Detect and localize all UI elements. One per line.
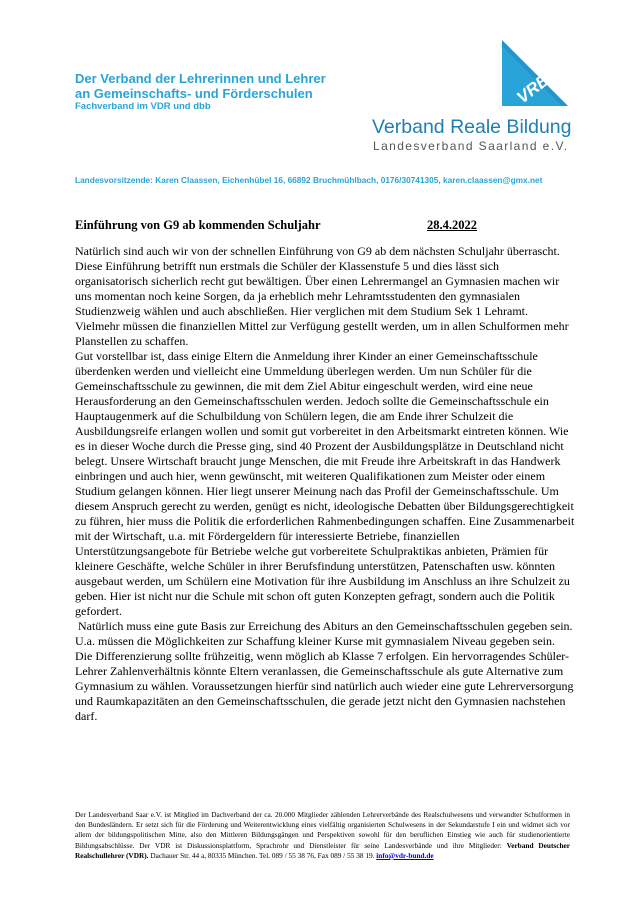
document-date: 28.4.2022 (427, 218, 477, 232)
logo-subtitle: Landesverband Saarland e.V. (373, 139, 569, 153)
document-title: Einführung von G9 ab kommenden Schuljahr (75, 218, 321, 232)
document-title-line (75, 218, 495, 233)
footer-text: Der Landesverband Saar e.V. ist Mitglied im Dachverband der ca. 20.000 Mitglieder zählenden Lehrerverbände des Realschulwesens und verwandter Schulformen in den Bundesländern. Er setzt sich für die Förderung und Weiterentwicklung eines vielfältig organisierten Schulwesens in der Sekundarstufe I ein und widmet sich vor allem der bildungspolitischen Mitte, also den Mittleren Bildungsgängen und Perspektiven sowohl für den beruflichen Einstieg wie auch für studienorientierte Bildungsabschlüsse. Der VDR ist Diskussionsplattform, Sprachrohr und Dienstleister für seine Landesverbände und ihre Mitglieder: (75, 810, 570, 850)
org-affiliation: Fachverband im VDR und dbb (75, 101, 211, 112)
org-name-line1: Der Verband der Lehrerinnen und Lehrer (75, 71, 326, 86)
org-name-line2: an Gemeinschafts- und Förderschulen (75, 86, 313, 101)
footer-email-link[interactable]: info@vdr-bund.de (376, 850, 434, 860)
logo-name: Verband Reale Bildung (372, 116, 572, 138)
paragraph-2: Diese Einführung betrifft nun erstmals die Schüler der Klassenstufe 5 und dies lässt sich organisatorisch sicherlich recht gut bewältigen. Über einen Lehrermangel an Gymnasien machen wir uns momentan noch keine Sorgen, da ja erheblich mehr Lehramtsstudenten den gymnasialen Studienzweig wählen und auch abschließen. Hier verglichen mit dem Studium Sek 1 Lehramt. Vielmehr müssen die finanziellen Mittel zur Verfügung gestellt werden, um in allen Schulformen mehr Planstellen zu schaffen. (75, 259, 569, 348)
contact-line: Landesvorsitzende: Karen Claassen, Eichenhübel 16, 66892 Bruchmühlbach, 0176/30741305, karen.claassen@gmx.net (75, 175, 543, 185)
footer-org: Verband Deutscher Realschullehrer (VDR). (75, 840, 570, 860)
organization-header (75, 71, 375, 113)
document-body (75, 244, 575, 724)
paragraph-1: Natürlich sind auch wir von der schnellen Einführung von G9 ab dem nächsten Schuljahr überrascht. (75, 244, 560, 258)
footer-address: Dachauer Str. 44 a, 80335 München. Tel. 089 / 55 38 76, Fax 089 / 55 38 19. (148, 850, 377, 860)
paragraph-4: Natürlich muss eine gute Basis zur Erreichung des Abiturs an den Gemeinschaftsschulen gegeben sein. U.a. müssen die Möglichkeiten zur Schaffung kleiner Kurse mit gymnasialem Niveau gegeben sein. Die Differenzierung sollte frühzeitig, wenn möglich ab Klasse 7 erfolgen. Ein hervorragendes Schüler- Lehrer Zahlenverhältnis könnte Eltern veranlassen, die Gemeinschaftsschule als gute Alternative zum Gymnasium zu wählen. Voraussetzungen hierfür sind natürlich auch wieder eine gute Lehrerversorgung und Raumkapazitäten an den Gemeinschaftsschulen, die gerade jetzt nicht den Gymnasien nachstehen darf. (75, 619, 577, 723)
paragraph-3: Gut vorstellbar ist, dass einige Eltern die Anmeldung ihrer Kinder an einer Gemeinschaftsschule überdenken werden und vielleicht eine Ummeldung überlegen werden. Um nun Schüler für die Gemeinschaftsschule zu gewinnen, die mit dem Ziel Abitur eingeschult werden, wird eine neue Herausforderung an den Gemeinschaftsschulen werden. Jedoch sollte die Gemeinschaftsschule ein Hauptaugenmerk auf die Schulbildung von Schülern legen, die am Ende ihrer Schulzeit die Ausbildungsreife erlangen wollen und somit gut vorbereitet in den Arbeitsmarkt eintreten können. Wie es in dieser Woche durch die Presse ging, sind 40 Prozent der Ausbildungsplätze in Deutschland nicht belegt. Unsere Wirtschaft braucht junge Menschen, die mit Freude ihre Arbeitskraft in das Handwerk einbringen und auch hier, wenn gewünscht, mit weiteren Qualifikationen zum Meister oder einem Studium gelangen können. Hier liegt unserer Meinung nach das Profil der Gemeinschaftsschule. Um diesem Anspruch gerecht zu werden, genügt es nicht, ideologische Debatten über Bildungsgerechtigkeit zu führen, hier muss die Politik die erforderlichen Rahmenbedingungen schaffen. Eine Zusammenarbeit mit der Wirtschaft, u.a. mit Fördergeldern für interessierte Betriebe, finanziellen Unterstützungsangebote für Betriebe welche gut vorbereitete Schulpraktikas anbieten, Prämien für kleinere Geschäfte, welche Schüler in ihrer Berufsfindung unterstützen, Patenschaften usw. könnten ausgebaut werden, um Schülern eine Motivation für ihre Ausbildung im Anschluss an ihre Schulzeit zu geben. Hier ist nicht nur die Schule mit schon oft guten Konzepten gefragt, sondern auch die Politik gefordert. (75, 349, 575, 618)
vrb-logo-triangle-icon (500, 38, 570, 108)
footer-note (75, 810, 570, 861)
vrb-logo (372, 38, 572, 163)
vrb-acronym: VRB (513, 70, 554, 108)
